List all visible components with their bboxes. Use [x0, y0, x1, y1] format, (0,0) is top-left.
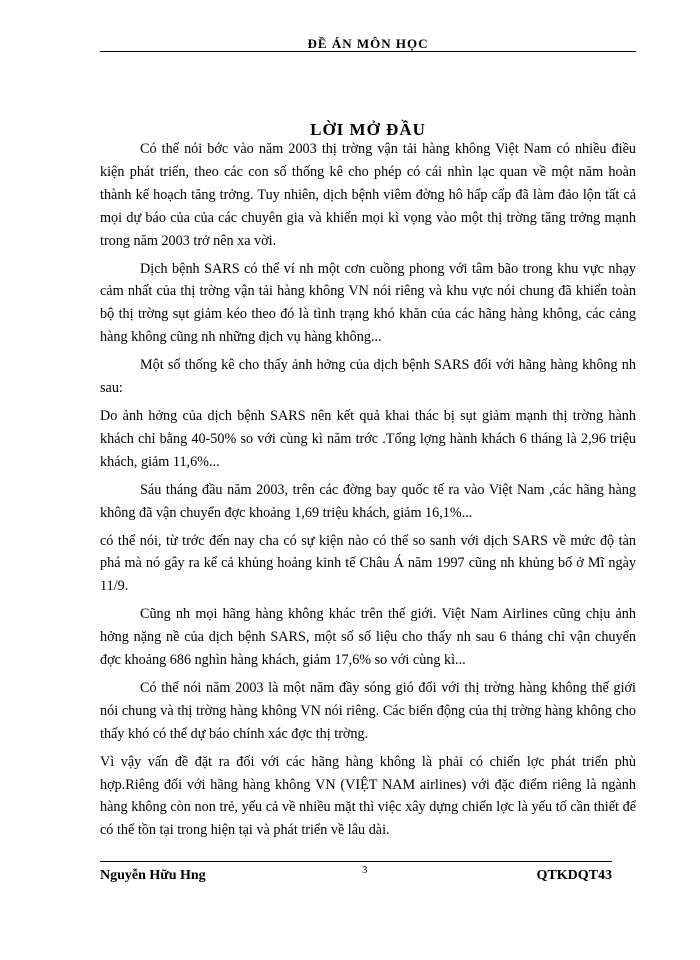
paragraph: Sáu tháng đầu năm 2003, trên các đờng bay quốc tế ra vào Việt Nam ,các hãng hàng không đã vận chuyển đợc khoảng 1,69 triệu khách, giảm 16,1%... [100, 481, 636, 521]
document-title: LỜI MỞ ĐẦU [310, 120, 426, 139]
page-header-title: ĐỀ ÁN MÔN HỌC [307, 36, 429, 51]
paragraph: Có thể nói năm 2003 là một năm đầy sóng gió đối với thị trờng hàng không thế giới nói chung và thị trờng hàng không VN nói riêng. Các biến động của thị trờng hàng không cho thấy khó có thể dự báo chính xác đợc thị trờng. [100, 679, 636, 742]
paragraph: Có thể nói bớc vào năm 2003 thị trờng vận tải hàng không Việt Nam có nhiều điều kiện phát triển, theo các con số thống kê cho phép có cái nhìn lạc quan về một năm hoàn thành kế hoạch tăng trởng. Tuy nhiên, dịch bệnh viêm đờng hô hấp cấp đã làm đảo lộn tất cả mọi dự báo của của các chuyên gia và khiến mọi kì vọng vào một thị trờng tăng trởng mạnh trong năm 2003 trở nên xa vời. [100, 141, 636, 249]
document-body [100, 138, 636, 847]
paragraph: Do ảnh hởng của dịch bệnh SARS nên kết quả khai thác bị sụt giảm mạnh thị trờng hành khách chỉ bằng 40-50% so với cùng kì năm trớc .Tổng lợng hành khách 6 tháng là 2,96 triệu khách, giảm 11,6%... [100, 407, 636, 470]
paragraph: Một số thống kê cho thấy ảnh hởng của dịch bệnh SARS đối với hãng hàng không nh sau: [100, 357, 636, 397]
paragraph: Dịch bệnh SARS có thể ví nh một cơn cuồng phong với tâm bão trong khu vực nhạy cảm nhất của thị trờng vận tải hàng không VN nói riêng và khu vực nói chung đã khiến toàn bộ thị trờng sụt giảm kéo theo đó là tình trạng khó khăn của các hãng hàng không, các cảng hàng không cũng nh những dịch vụ hàng không... [100, 260, 636, 346]
header-rule [100, 51, 636, 52]
page-footer [100, 864, 612, 890]
footer-rule [100, 861, 612, 862]
footer-author: Nguyễn Hữu Hng [100, 868, 206, 883]
paragraph: Vì vậy vấn đề đặt ra đối với các hãng hàng không là phải có chiến lợc phát triển phù hợp.Riêng đối với hãng hàng không VN (VIỆT NAM airlines) với đặc điểm riêng là ngành hàng không còn non trẻ, yếu cả về nhiều mặt thì việc xây dựng chiến lợc là yếu tố cần thiết để có thể tồn tại trong hiện tại và phát triển về lâu dài. [100, 753, 636, 839]
footer-class-code: QTKDQT43 [536, 868, 612, 883]
paragraph: Cũng nh mọi hãng hàng không khác trên thế giới. Việt Nam Airlines cũng chịu ảnh hởng nặng nề của dịch bệnh SARS, một số số liệu cho thấy nh sau 6 tháng chỉ vận chuyển đợc khoảng 686 nghìn hàng khách, giảm 17,6% so với cùng kì... [100, 606, 636, 669]
paragraph: có thể nói, từ trớc đến nay cha có sự kiện nào có thể so sanh với dịch SARS về mức độ tàn phá mà nó gây ra kể cả khủng hoảng kinh tế Châu Á năm 1997 cũng nh khủng bố ở Mĩ ngày 11/9. [100, 532, 636, 595]
page-number: 3 [362, 864, 368, 876]
